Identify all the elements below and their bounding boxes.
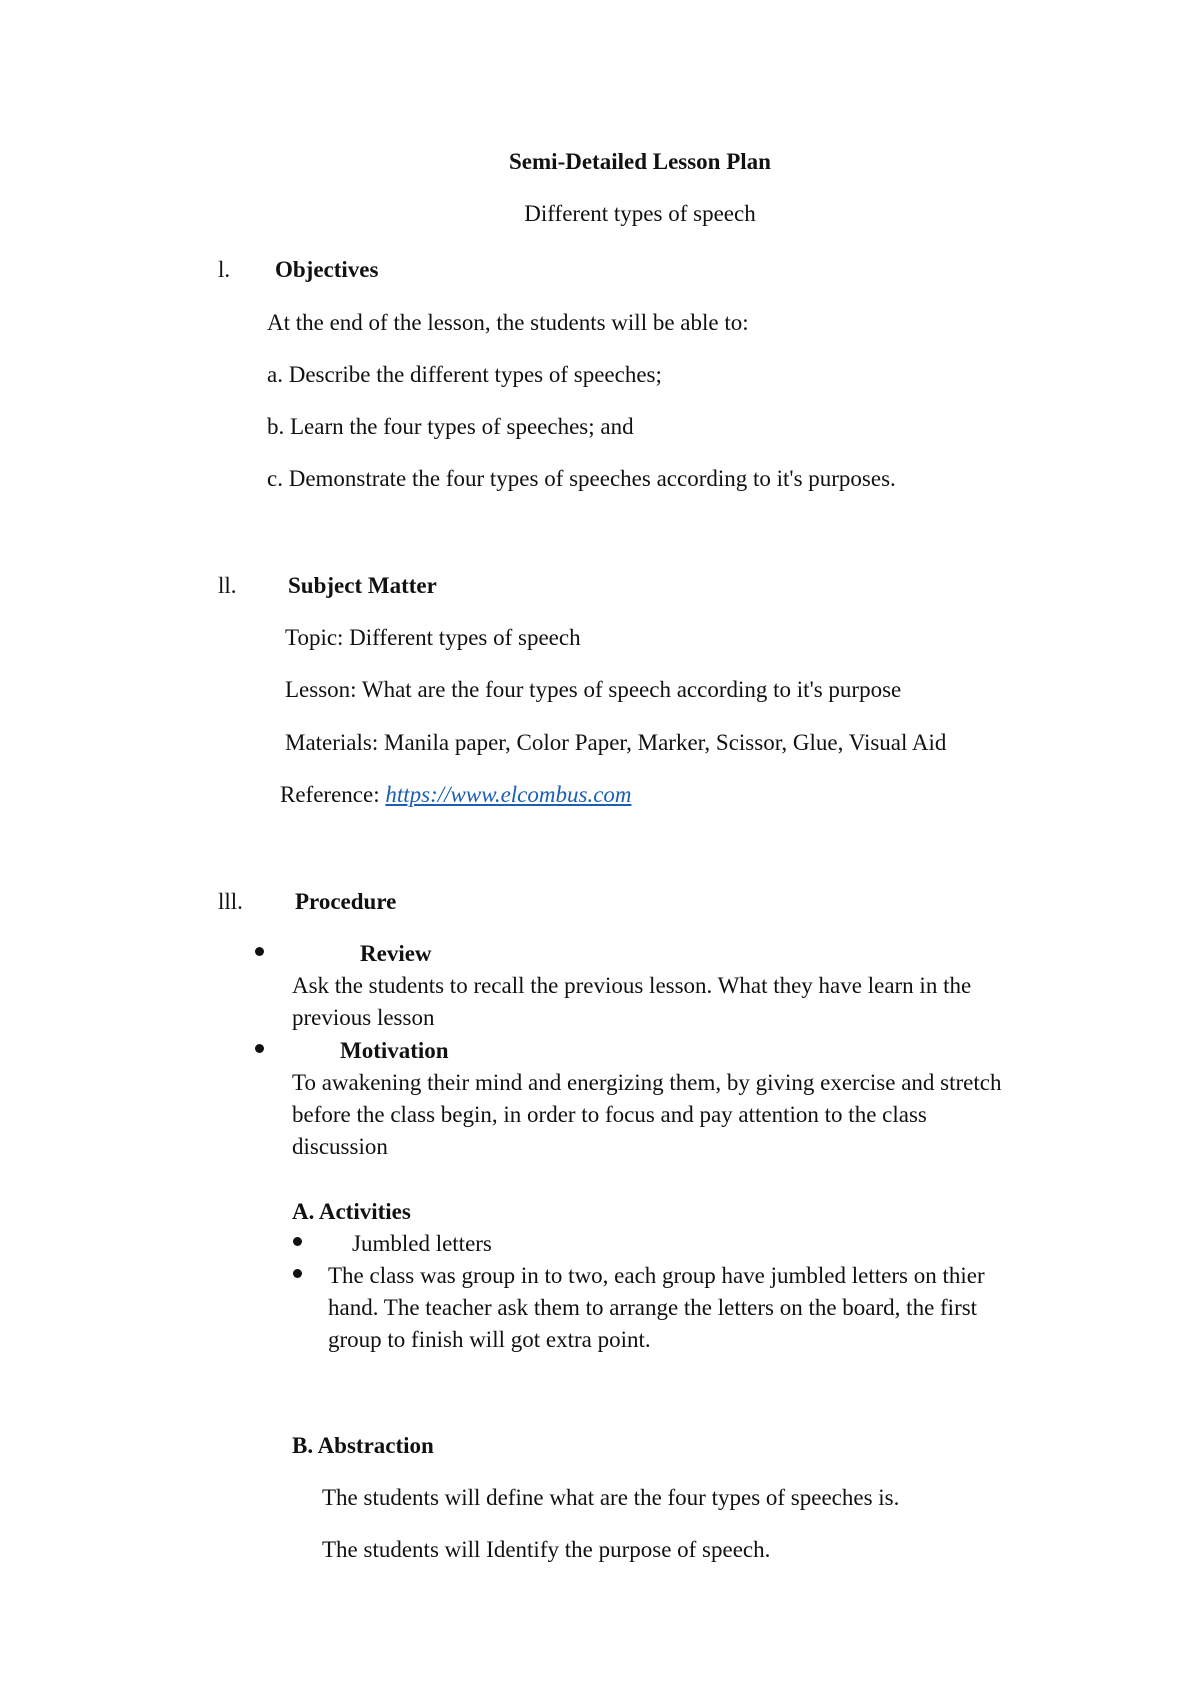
- bullet-icon: [293, 1237, 302, 1246]
- activities-item-line: hand. The teacher ask them to arrange the letters on the board, the first: [328, 1295, 978, 1320]
- page-title: Semi-Detailed Lesson Plan: [509, 149, 771, 174]
- section-heading-objectives: Objectives: [275, 257, 379, 282]
- subject-reference: [280, 783, 632, 806]
- page-subtitle: Different types of speech: [524, 201, 756, 226]
- motivation-text-line: To awakening their mind and energizing them, by giving exercise and stretch: [292, 1070, 1002, 1095]
- bullet-icon: [293, 1269, 302, 1278]
- motivation-heading: Motivation: [340, 1038, 449, 1063]
- objective-item: a. Describe the different types of speeches;: [267, 362, 662, 387]
- review-text-line: previous lesson: [292, 1005, 435, 1030]
- review-text-line: Ask the students to recall the previous lesson. What they have learn in the: [292, 973, 972, 998]
- subject-materials: Materials: Manila paper, Color Paper, Marker, Scissor, Glue, Visual Aid: [285, 730, 947, 755]
- review-heading: Review: [360, 941, 432, 966]
- activities-item-line: The class was group in to two, each group have jumbled letters on thier: [328, 1263, 985, 1288]
- objectives-intro: At the end of the lesson, the students will be able to:: [267, 310, 749, 335]
- reference-label: Reference:: [280, 782, 380, 807]
- abstraction-text-line: The students will define what are the four types of speeches is.: [322, 1485, 900, 1510]
- subject-topic: Topic: Different types of speech: [285, 625, 581, 650]
- activities-heading: A. Activities: [292, 1199, 411, 1224]
- section-numeral-procedure: lll.: [218, 889, 243, 914]
- abstraction-heading: B. Abstraction: [292, 1433, 434, 1458]
- motivation-text-line: before the class begin, in order to focus and pay attention to the class: [292, 1102, 927, 1127]
- section-heading-procedure: Procedure: [295, 889, 397, 914]
- subject-lesson: Lesson: What are the four types of speech according to it's purpose: [285, 677, 902, 702]
- bullet-icon: [255, 1044, 264, 1053]
- activities-item-line: group to finish will got extra point.: [328, 1327, 651, 1352]
- activities-item: Jumbled letters: [352, 1231, 492, 1256]
- motivation-text-line: discussion: [292, 1134, 388, 1159]
- section-numeral-objectives: l.: [218, 257, 231, 282]
- objective-item: b. Learn the four types of speeches; and: [267, 414, 634, 439]
- reference-link[interactable]: https://www.elcombus.com: [385, 782, 632, 807]
- objective-item: c. Demonstrate the four types of speeches according to it's purposes.: [267, 466, 896, 491]
- section-numeral-subject-matter: ll.: [218, 573, 237, 598]
- bullet-icon: [255, 947, 264, 956]
- section-heading-subject-matter: Subject Matter: [288, 573, 437, 598]
- abstraction-text-line: The students will Identify the purpose of speech.: [322, 1537, 771, 1562]
